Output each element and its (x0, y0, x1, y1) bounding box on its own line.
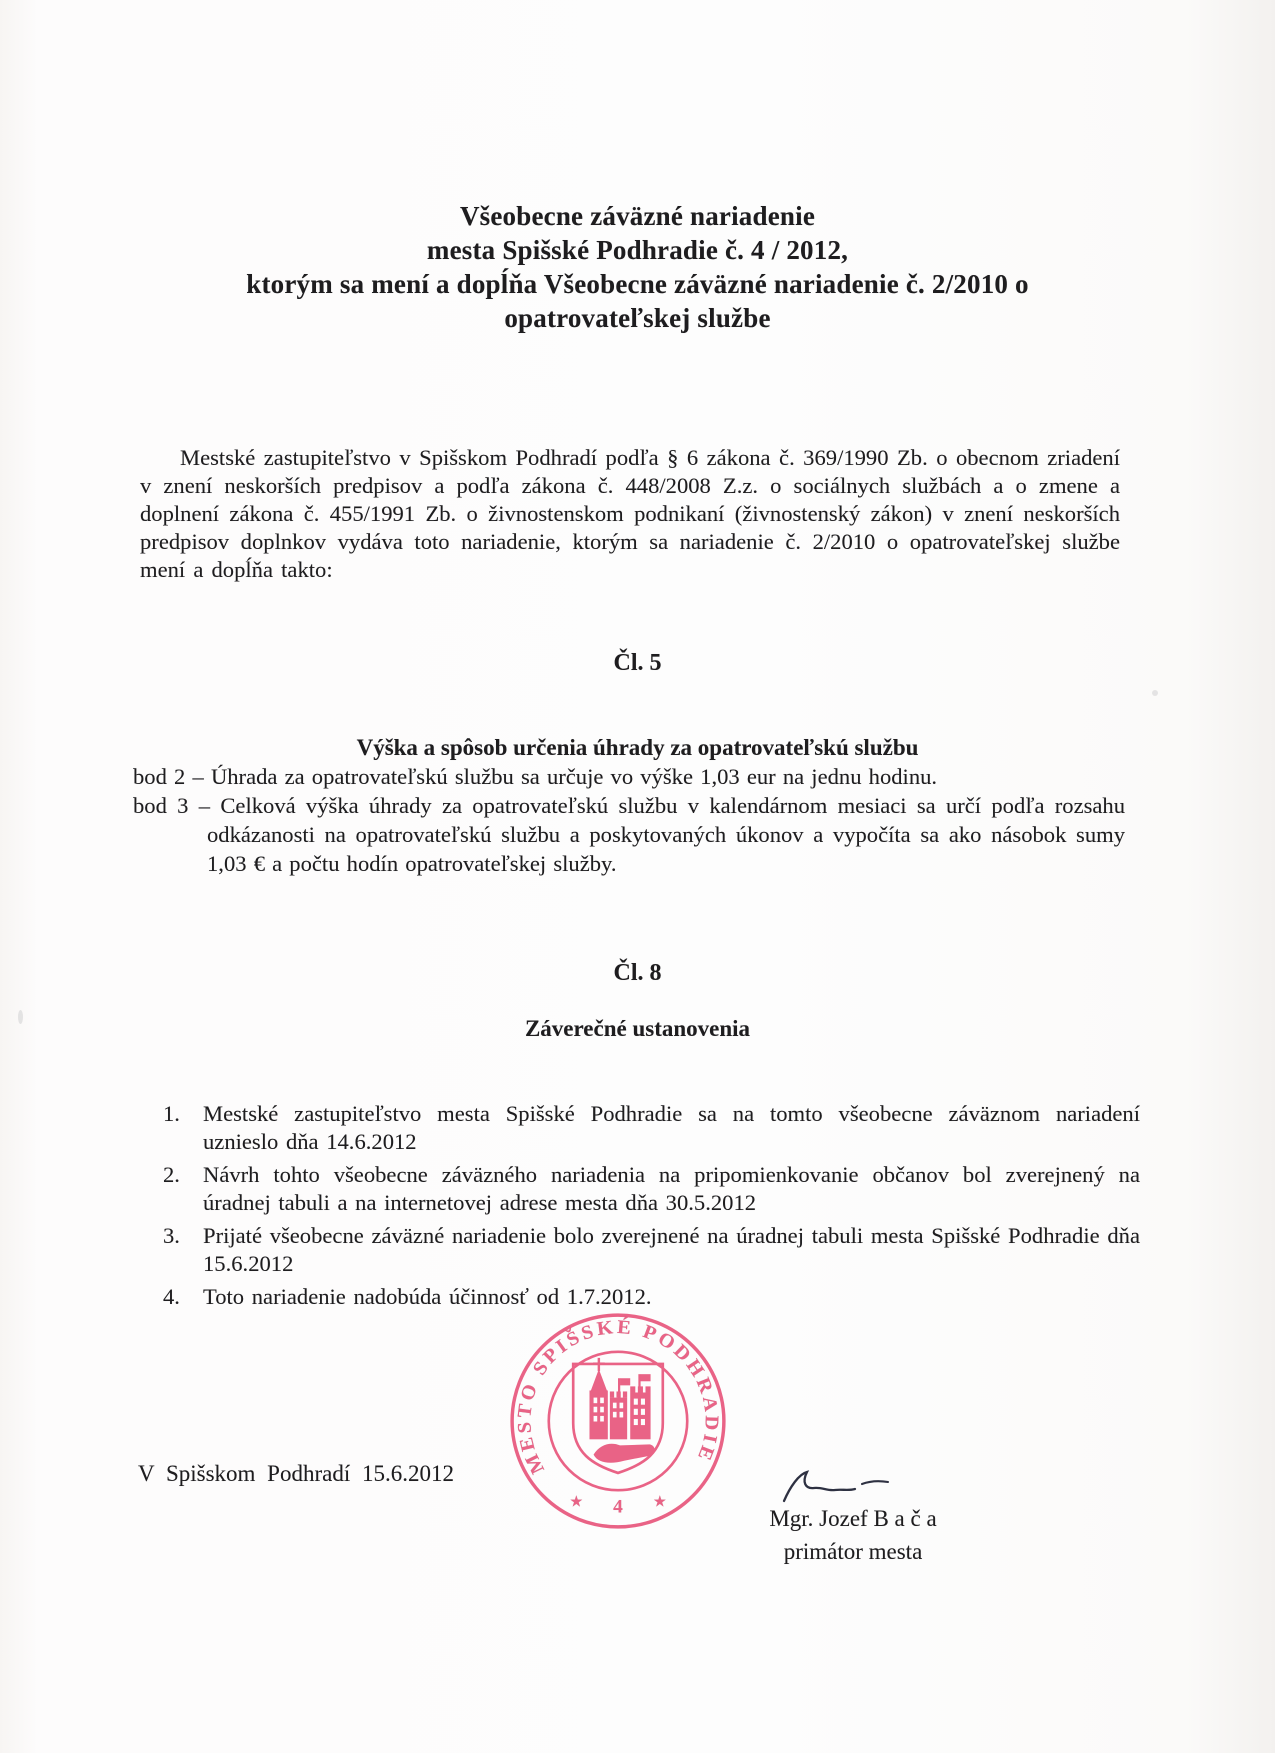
title-line-3: ktorým sa mení a dopĺňa Všeobecne záväzné nariadenie č. 2/2010 o (246, 269, 1029, 299)
stamp-ring-text: MESTO SPIŠSKÉ PODHRADIE (514, 1316, 722, 1477)
article-8-subheading: Záverečné ustanovenia (524, 1016, 751, 1041)
scan-speck (1152, 690, 1158, 696)
list-item-text: Návrh tohto všeobecne záväzného nariadenia na pripomienkovanie občanov bol zverejnený na úradnej tabuli a na internetovej adrese mesta dňa 30.5.2012 (203, 1162, 1140, 1215)
list-item (163, 1283, 1140, 1311)
article-8-heading: Čl. 8 (613, 960, 662, 986)
point-bod-2 (133, 762, 1125, 791)
list-item-text: Prijaté všeobecne záväzné nariadenie bolo zverejnené na úradnej tabuli mesta Spišské Podhradie dňa 15.6.2012 (203, 1223, 1140, 1276)
stamp-number: 4 (613, 1496, 623, 1518)
title-line-4: opatrovateľskej službe (504, 303, 771, 333)
list-item (163, 1100, 1140, 1156)
point-bod-2-label: bod 2 – (133, 764, 204, 789)
stamp-shield-castle-icon (573, 1358, 663, 1473)
title-line-2: mesta Spišské Podhradie č. 4 / 2012, (426, 235, 849, 265)
city-stamp (506, 1309, 730, 1533)
point-bod-3-text: Celková výška úhrady za opatrovateľskú službu v kalendárnom mesiaci sa určí podľa rozsahu odkázanosti na opatrovateľskú službu a poskytovaných úkonov a vypočíta sa ako násobok sumy 1,03 € a počtu hodín opatrovateľskej služby. (207, 793, 1126, 876)
point-bod-2-text: Úhrada za opatrovateľskú službu sa určuje vo výške 1,03 eur na jednu hodinu. (210, 764, 938, 789)
list-item (163, 1161, 1140, 1217)
list-item-text: Mestské zastupiteľstvo mesta Spišské Podhradie sa na tomto všeobecne záväznom nariadení uznieslo dňa 14.6.2012 (203, 1101, 1140, 1154)
point-bod-3 (133, 791, 1125, 878)
stamp-star-right-icon: ★ (652, 1493, 667, 1511)
place-and-date: V Spišskom Podhradí 15.6.2012 (138, 1461, 454, 1486)
scan-speck (18, 1010, 23, 1024)
article-5-points (133, 762, 1125, 878)
document-title (0, 199, 1275, 335)
article-5-subheading: Výška a spôsob určenia úhrady za opatrovateľskú službu (356, 735, 919, 760)
signer-name: Mgr. Jozef B a č a (769, 1506, 937, 1531)
final-provisions-list (163, 1100, 1140, 1316)
list-item-number: 3. (163, 1223, 180, 1248)
stamp-star-left-icon: ★ (569, 1493, 584, 1511)
article-5-heading: Čl. 5 (613, 650, 662, 676)
list-item (163, 1222, 1140, 1278)
signature-block (703, 1502, 1003, 1568)
title-line-1: Všeobecne záväzné nariadenie (459, 201, 816, 231)
list-item-number: 2. (163, 1162, 180, 1187)
signer-title: primátor mesta (783, 1539, 923, 1564)
list-item-number: 1. (163, 1101, 180, 1126)
intro-paragraph: Mestské zastupiteľstvo v Spišskom Podhradí podľa § 6 zákona č. 369/1990 Zb. o obecnom zriadení v znení neskorších predpisov a podľa zákona č. 448/2008 Z.z. o sociálnych službách a o zmene a doplnení zákona č. 455/1991 Zb. o živnostenskom podnikaní (živnostenský zákon) v znení neskorších predpisov doplnkov vydáva toto nariadenie, ktorým sa nariadenie č. 2/2010 o opatrovateľskej službe mení a dopĺňa takto: (140, 445, 1120, 582)
list-item-text: Toto nariadenie nadobúda účinnosť od 1.7.2012. (203, 1284, 652, 1309)
list-item-number: 4. (163, 1284, 180, 1309)
point-bod-3-label: bod 3 – (133, 793, 211, 818)
